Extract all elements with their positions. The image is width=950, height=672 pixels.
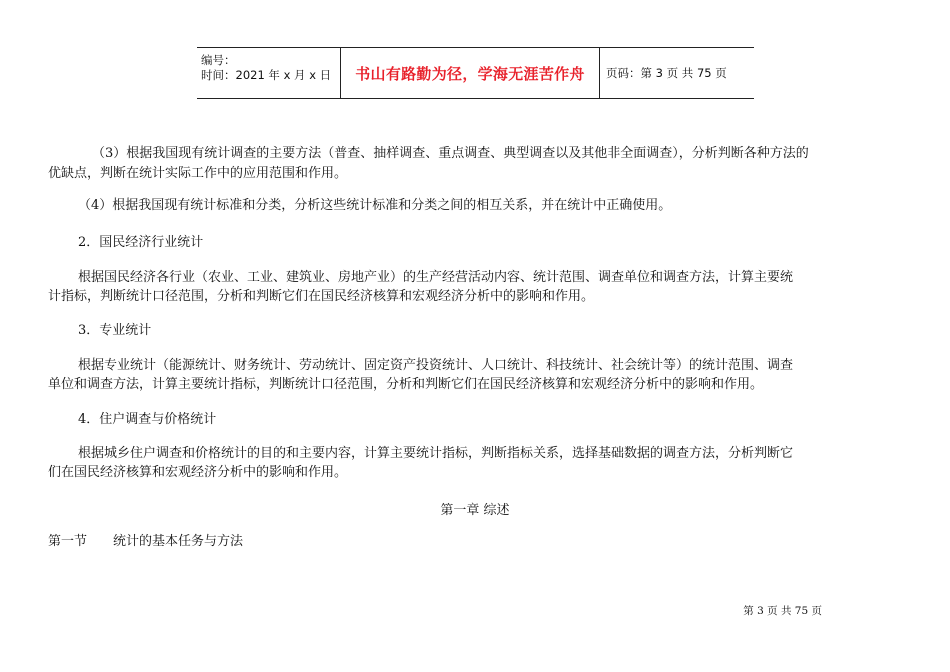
chapter-title: 第一章 综述 <box>440 503 510 518</box>
heading-4: 4．住户调查与价格统计 <box>78 412 217 427</box>
paragraph-4-line-1: （4）根据我国现有统计标准和分类，分析这些统计标准和分类之间的相互关系，并在统计中正确使用。 <box>78 198 672 213</box>
paragraph-6-line-2: 单位和调查方法，计算主要统计指标，判断统计口径范围，分析和判断它们在国民经济核算和宏观经济分析中的影响和作用。 <box>48 377 764 392</box>
document-header <box>197 47 754 99</box>
date-label: 时间：2021 年 x 月 x 日 <box>201 68 332 82</box>
paragraph-7-line-1: 根据城乡住户调查和价格统计的目的和主要内容，计算主要统计指标，判断指标关系，选择基础数据的调查方法，分析判断它 <box>78 446 794 461</box>
header-page-code: 页码：第 3 页 共 75 页 <box>606 66 727 80</box>
paragraph-6-line-1: 根据专业统计（能源统计、财务统计、劳动统计、固定资产投资统计、人口统计、科技统计、社会统计等）的统计范围、调查 <box>78 358 794 373</box>
number-label: 编号： <box>201 53 236 67</box>
header-meta-cell <box>197 48 340 98</box>
section-heading <box>48 532 243 551</box>
motto-text: 书山有路勤为径，学海无涯苦作舟 <box>355 64 585 83</box>
paragraph-5-line-2: 计指标，判断统计口径范围，分析和判断它们在国民经济核算和宏观经济分析中的影响和作用。 <box>48 289 595 304</box>
paragraph-3-line-1: （3）根据我国现有统计调查的主要方法（普查、抽样调查、重点调查、典型调查以及其他非全面调查），分析判断各种方法的 <box>92 146 809 161</box>
footer-page-number: 第 3 页 共 75 页 <box>743 605 822 617</box>
paragraph-7-line-2: 们在国民经济核算和宏观经济分析中的影响和作用。 <box>48 465 348 480</box>
section-label: 第一节 <box>48 534 88 549</box>
paragraph-5-line-1: 根据国民经济各行业（农业、工业、建筑业、房地产业）的生产经营活动内容、统计范围、调查单位和调查方法，计算主要统 <box>78 270 794 285</box>
heading-2: 2．国民经济行业统计 <box>78 235 204 250</box>
header-motto-cell <box>340 48 600 98</box>
paragraph-3-line-2: 优缺点，判断在统计实际工作中的应用范围和作用。 <box>48 166 348 181</box>
header-page-cell <box>600 48 754 98</box>
heading-3: 3．专业统计 <box>78 323 152 338</box>
section-title: 统计的基本任务与方法 <box>113 534 244 549</box>
